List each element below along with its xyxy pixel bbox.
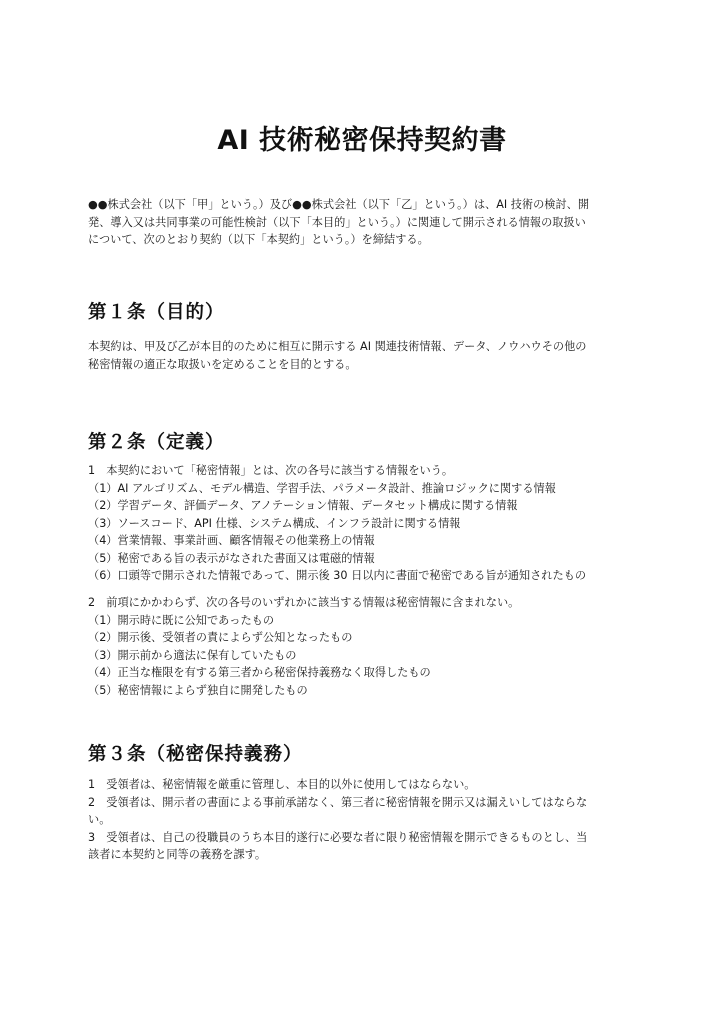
- article-2-paragraph-1: [88, 462, 648, 585]
- article-3-line: 2 受領者は、開示者の書面による事前承諾なく、第三者に秘密情報を開示又は漏えいしてはならな: [88, 795, 588, 809]
- definition-item: （6）口頭等で開示された情報であって、開示後 30 日以内に書面で秘密である旨が通知されたもの: [88, 569, 587, 582]
- article-3-line: い。: [88, 813, 111, 826]
- article-3-line: 該者に本契約と同等の義務を課す。: [88, 848, 267, 861]
- preamble: [88, 196, 648, 249]
- definition-lead: 1 本契約において「秘密情報」とは、次の各号に該当する情報をいう。: [88, 464, 454, 477]
- article-3-body: [88, 776, 648, 864]
- article-1-line: 本契約は、甲及び乙が本目的のために相互に開示する AI 関連技術情報、データ、ノウハウその他の: [88, 340, 587, 353]
- article-1-heading: 第１条（目的）: [88, 302, 225, 323]
- document-title: AI 技術秘密保持契約書: [217, 125, 507, 156]
- preamble-line: ●●株式会社（以下「甲」という。）及び●●株式会社（以下「乙」という。）は、AI 技術の検討、開: [88, 198, 590, 211]
- article-2-heading: 第２条（定義）: [88, 432, 225, 453]
- article-3-line: 1 受領者は、秘密情報を厳重に管理し、本目的以外に使用してはならない。: [88, 778, 476, 791]
- exclusion-item: （3）開示前から適法に保有していたもの: [88, 648, 297, 662]
- definition-item: （5）秘密である旨の表示がなされた書面又は電磁的情報: [88, 551, 375, 565]
- article-1-body: [88, 338, 648, 373]
- definition-item: （3）ソースコード、API 仕様、システム構成、インフラ設計に関する情報: [88, 516, 461, 530]
- article-1-line: 秘密情報の適正な取扱いを定めることを目的とする。: [88, 357, 357, 371]
- definition-item: （4）営業情報、事業計画、顧客情報その他業務上の情報: [88, 534, 375, 547]
- preamble-line: 発、導入又は共同事業の可能性検討（以下「本目的」という。）に関連して開示される情報の取扱い: [88, 215, 586, 229]
- exclusion-item: （4）正当な権限を有する第三者から秘密保持義務なく取得したもの: [88, 666, 431, 679]
- definition-item: （2）学習データ、評価データ、アノテーション情報、データセット構成に関する情報: [88, 499, 518, 512]
- exclusion-item: （2）開示後、受領者の責によらず公知となったもの: [88, 631, 353, 644]
- preamble-line: について、次のとおり契約（以下「本契約」という。）を締結する。: [88, 233, 429, 246]
- article-3-line: 3 受領者は、自己の役職員のうち本目的遂行に必要な者に限り秘密情報を開示できるものとし、当: [88, 830, 588, 844]
- definition-item: （1）AI アルゴリズム、モデル構造、学習手法、パラメータ設計、推論ロジックに関する情報: [88, 481, 556, 495]
- article-3-heading: 第３条（秘密保持義務）: [88, 744, 303, 765]
- exclusion-lead: 2 前項にかかわらず、次の各号のいずれかに該当する情報は秘密情報に含まれない。: [88, 596, 520, 609]
- article-2-paragraph-2: [88, 594, 648, 699]
- exclusion-item: （5）秘密情報によらず独自に開発したもの: [88, 683, 308, 697]
- exclusion-item: （1）開示時に既に公知であったもの: [88, 613, 275, 627]
